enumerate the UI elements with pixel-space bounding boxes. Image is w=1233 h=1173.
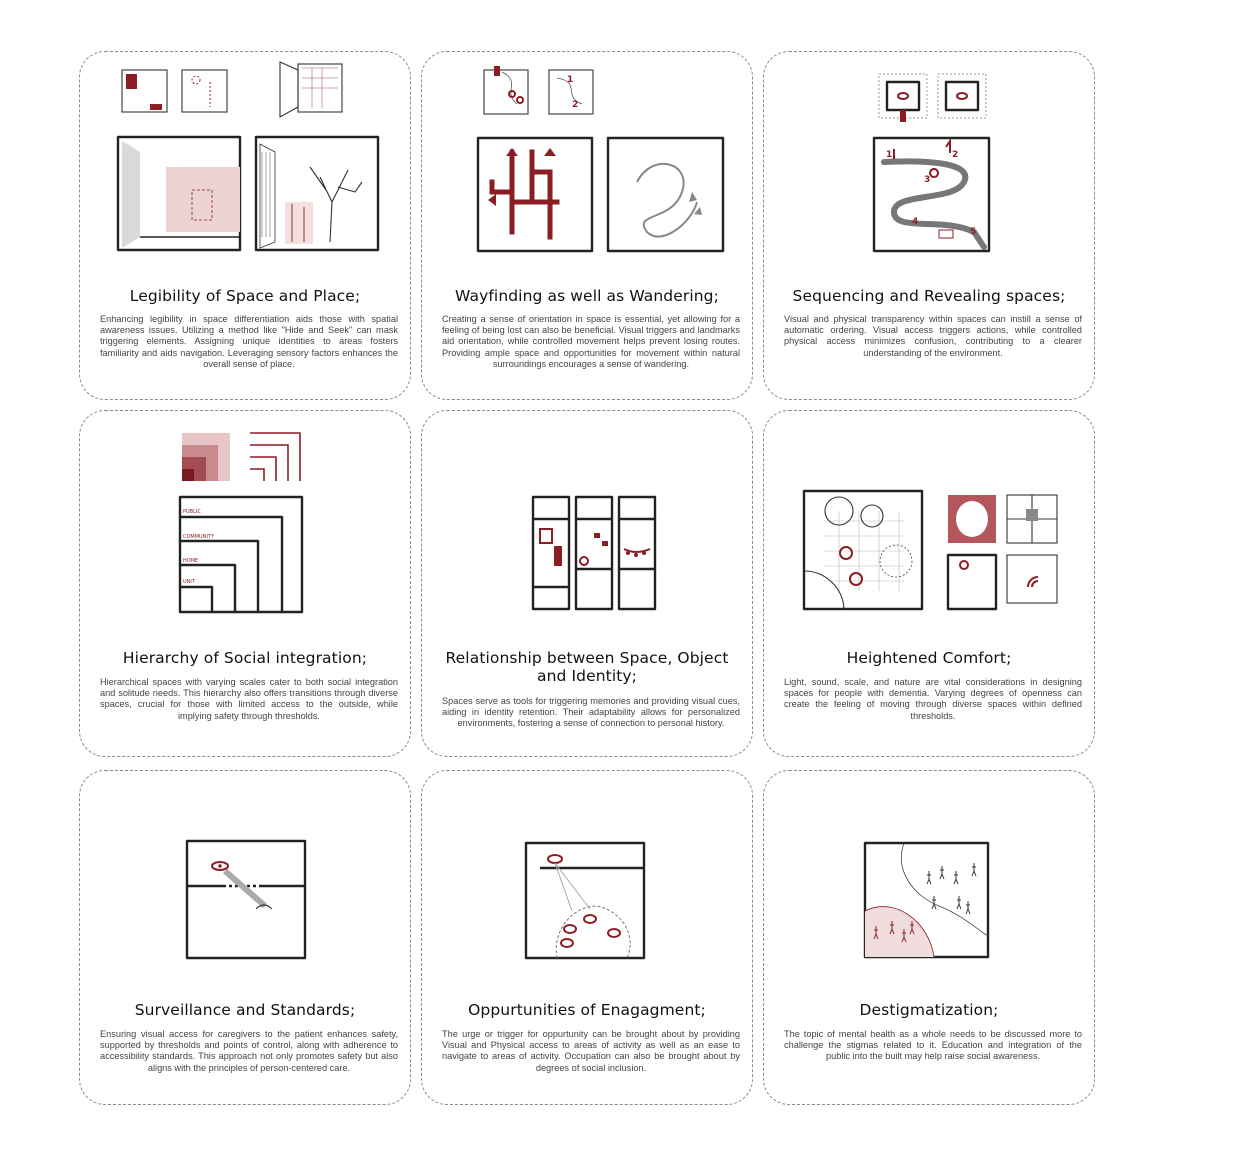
svg-text:2: 2 [572, 100, 579, 110]
card-hierarchy [79, 410, 411, 757]
hierarchy-diagram [80, 411, 412, 651]
card-title: Surveillance and Standards; [134, 1001, 356, 1019]
card-comfort [763, 410, 1095, 757]
hierarchy-label: HOME [183, 558, 199, 564]
hierarchy-label: UNIT [183, 579, 195, 585]
sequence-number: 2 [952, 150, 959, 160]
legibility-diagram [80, 52, 412, 292]
card-title: Relationship between Space, Object and Identity; [445, 649, 729, 685]
card-text: Ensuring visual access for caregivers to the patient enhances safety, supported by thresholds and points of control, along with adherence to accessibility standards. This approach not only promotes safety but also aligns with the principles of person-centered care. [100, 1029, 398, 1073]
destigmatization-diagram [764, 771, 1096, 1011]
card-title: Wayfinding as well as Wandering; [455, 287, 719, 305]
card-engagement [421, 770, 753, 1105]
wayfinding-diagram [422, 52, 754, 292]
card-title: Sequencing and Revealing spaces; [792, 287, 1066, 305]
card-text: Creating a sense of orientation in space is essential, yet allowing for a feeling of being lost can also be beneficial. Visual triggers and landmarks aid orientation, while controlled movement helps prevent losing routes. Providing ample space and opportunities for movement within natural surroundings encourages a sense of wandering. [442, 314, 740, 369]
card-wayfinding [421, 51, 753, 400]
card-title: Legibility of Space and Place; [129, 287, 361, 305]
card-text: The urge or trigger for oppurtunity can be brought about by providing Visual and Physical access to areas of activity as well as an ease to navigate to areas of activity. Occupation can also be brought about by degrees of social inclusion. [442, 1029, 740, 1073]
card-destigmatization [763, 770, 1095, 1105]
comfort-diagram [764, 411, 1096, 651]
sequencing-diagram [764, 52, 1096, 292]
hierarchy-label: COMMUNITY [183, 534, 215, 540]
card-text: Light, sound, scale, and nature are vital considerations in designing spaces for people with dementia. Varying degrees of openness can create the feeling of moving through diverse spaces within defined thresholds. [784, 677, 1082, 721]
card-title: Oppurtunities of Enagagment; [468, 1001, 706, 1019]
relationship-diagram [422, 411, 754, 651]
card-text: Enhancing legibility in space differentiation aids those with spatial awareness issues. Utilizing a method like "Hide and Seek" can mask triggering elements. Assigning unique identities to areas fosters familiarity and aids navigation. Leveraging sensory factors enhances the overall sense of place. [100, 314, 398, 369]
surveillance-diagram [80, 771, 412, 1011]
card-title: Heightened Comfort; [846, 649, 1012, 667]
sequence-number: 3 [924, 175, 931, 185]
hierarchy-label: PUBLIC [183, 509, 201, 515]
card-title: Destigmatization; [859, 1001, 999, 1019]
card-title: Hierarchy of Social integration; [122, 649, 368, 667]
card-sequencing [763, 51, 1095, 400]
card-relationship [421, 410, 753, 757]
sequence-number: 1 [886, 150, 893, 160]
card-text: The topic of mental health as a whole needs to be discussed more to challenge the stigmas related to it. Education and integration of the public into the built may help raise social awareness. [784, 1029, 1082, 1062]
sequence-number: 4 [912, 217, 919, 227]
card-text: Spaces serve as tools for triggering memories and providing visual cues, aiding in identity retention. Their adaptability allows for personalized environments, fostering a sense of connection to personal history. [442, 696, 740, 729]
card-text: Visual and physical transparency within spaces can instill a sense of automatic ordering. Visual access triggers actions, while controlled physical access minimizes confusion, contributing to a clearer understanding of the environment. [784, 314, 1082, 358]
card-surveillance [79, 770, 411, 1105]
card-text: Hierarchical spaces with varying scales cater to both social integration and solitude needs. This hierarchy also offers transitions through diverse spaces, crucial for those with limited access to the outside, while implying safety through thresholds. [100, 677, 398, 721]
engagement-diagram [422, 771, 754, 1011]
svg-text:1: 1 [567, 75, 574, 85]
sequence-number: 5 [970, 227, 977, 237]
card-legibility [79, 51, 411, 400]
